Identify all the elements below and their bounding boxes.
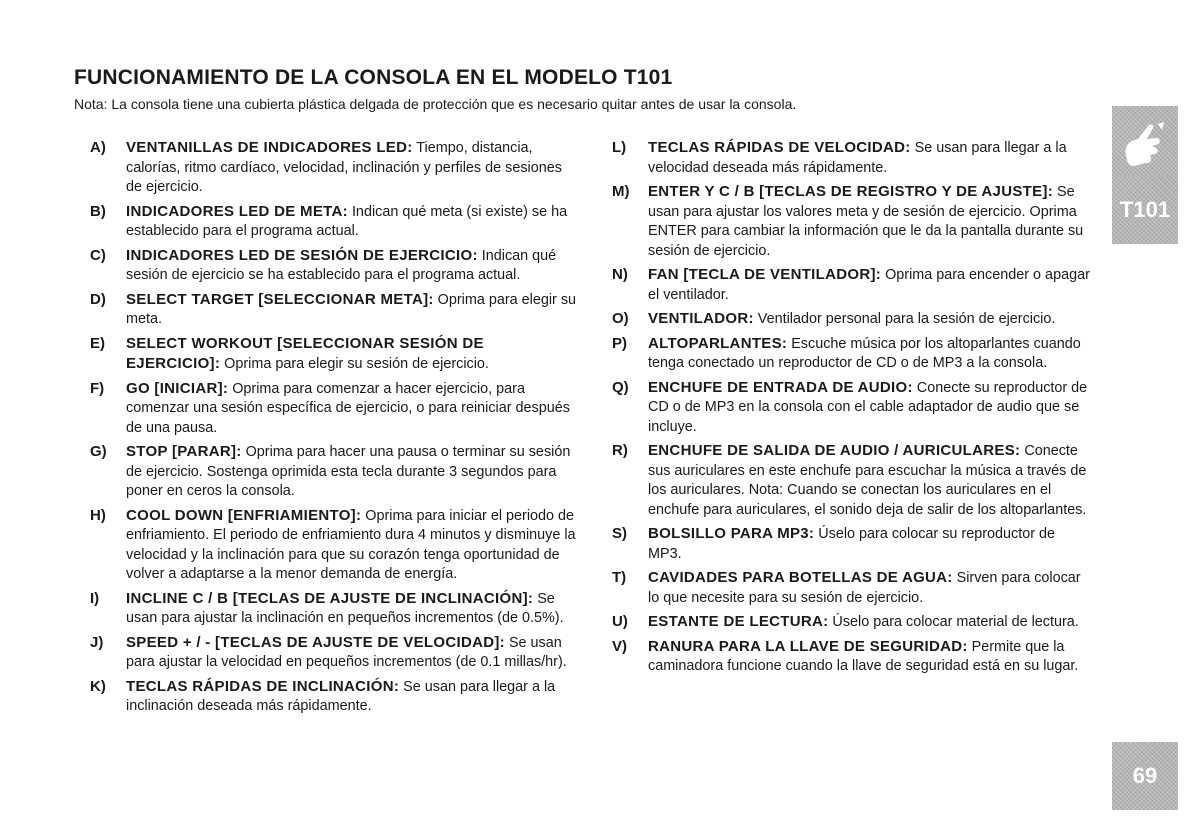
- item-term: SPEED + / - [TECLAS DE AJUSTE DE VELOCIDAD]:: [126, 633, 505, 651]
- list-item: [612, 265, 1092, 305]
- page-number: 69: [1132, 763, 1158, 788]
- item-letter: J): [90, 633, 104, 651]
- item-description: Conecte su reproductor de CD o de MP3 en la consola con el cable adaptador de audio que se incluye.: [648, 379, 1088, 435]
- item-letter: K): [90, 677, 106, 695]
- item-description: Conecte sus auriculares en este enchufe para escuchar la música a través de los auriculares. Nota: Cuando se conectan los auriculares en el enchufe para auriculares, el sonido deja de salir de los altoparlantes.: [648, 443, 1087, 518]
- item-letter: C): [90, 246, 106, 264]
- item-letter: O): [612, 310, 629, 327]
- item-letter: R): [612, 442, 628, 459]
- item-term: VENTANILLAS DE INDICADORES LED:: [126, 139, 413, 156]
- item-term: TECLAS RÁPIDAS DE INCLINACIÓN:: [126, 677, 400, 695]
- list-item: [612, 568, 1092, 608]
- list-item: [612, 441, 1092, 520]
- list-item: [90, 246, 580, 286]
- item-letter: M): [612, 183, 630, 200]
- item-description: Sirven para colocar lo que necesite para su sesión de ejercicio.: [648, 570, 1081, 606]
- item-letter: A): [90, 139, 106, 156]
- item-term: RANURA PARA LA LLAVE DE SEGURIDAD:: [648, 637, 968, 655]
- list-item: [90, 677, 580, 717]
- item-description: Úselo para colocar su reproductor de MP3.: [648, 526, 1056, 562]
- item-letter: N): [612, 266, 628, 283]
- item-description: Oprima para elegir su sesión de ejercicio.: [224, 356, 489, 372]
- item-term: SELECT WORKOUT [SELECCIONAR SESIÓN DE EJERCICIO]:: [126, 334, 484, 372]
- item-description: Se usan para llegar a la velocidad deseada más rápidamente.: [648, 140, 1067, 176]
- list-item: [90, 290, 580, 330]
- list-item: [612, 182, 1092, 261]
- item-term: TECLAS RÁPIDAS DE VELOCIDAD:: [648, 139, 911, 156]
- item-term: ENCHUFE DE SALIDA DE AUDIO / AURICULARES:: [648, 442, 1021, 459]
- list-item: [90, 138, 580, 198]
- item-description: Oprima para elegir su meta.: [126, 291, 577, 327]
- item-term: FAN [TECLA DE VENTILADOR]:: [648, 266, 882, 283]
- item-term: INDICADORES LED DE META:: [126, 202, 348, 220]
- item-term: ALTOPARLANTES:: [648, 334, 788, 352]
- item-letter: U): [612, 613, 628, 630]
- list-item: [90, 334, 580, 375]
- item-description: Indican qué sesión de ejercicio se ha establecido para el programa actual.: [126, 247, 557, 283]
- item-term: INDICADORES LED DE SESIÓN DE EJERCICIO:: [126, 246, 478, 264]
- list-item: [612, 637, 1092, 677]
- list-item: [90, 589, 580, 629]
- right-column: [612, 138, 1092, 681]
- item-description: Se usan para ajustar la inclinación en pequeños incrementos (de 0.5%).: [126, 590, 564, 626]
- item-term: ESTANTE DE LECTURA:: [648, 613, 829, 630]
- item-letter: Q): [612, 378, 629, 396]
- list-item: [612, 138, 1092, 178]
- item-term: CAVIDADES PARA BOTELLAS DE AGUA:: [648, 569, 953, 586]
- list-item: [612, 524, 1092, 564]
- page-number-tab: [1112, 742, 1178, 810]
- item-term: STOP [PARAR]:: [126, 443, 242, 460]
- item-letter: H): [90, 506, 106, 524]
- model-tab-label: T101: [1119, 197, 1171, 222]
- model-tab: [1112, 176, 1178, 244]
- list-item: [612, 378, 1092, 438]
- item-description: Se usan para llegar a la inclinación deseada más rápidamente.: [126, 678, 556, 714]
- list-item: [612, 612, 1092, 633]
- item-description: Se usan para ajustar los valores meta y de sesión de ejercicio. Oprima ENTER para cambiar la información que le da la pantalla durante su sesión de ejercicio.: [648, 184, 1084, 259]
- left-column: [90, 138, 580, 721]
- item-description: Permite que la caminadora funcione cuando la llave de seguridad está en su lugar.: [648, 638, 1079, 674]
- list-item: [90, 202, 580, 242]
- item-description: Úselo para colocar material de lectura.: [832, 614, 1079, 630]
- item-description: Se usan para ajustar la velocidad en pequeños incrementos (de 0.1 millas/hr).: [126, 634, 567, 670]
- item-letter: S): [612, 525, 627, 542]
- item-term: COOL DOWN [ENFRIAMIENTO]:: [126, 506, 362, 524]
- list-item: [612, 334, 1092, 374]
- list-item: [90, 633, 580, 673]
- hand-pointing-icon: [1120, 118, 1170, 178]
- item-term: BOLSILLO PARA MP3:: [648, 525, 815, 542]
- item-term: ENTER Y C / B [TECLAS DE REGISTRO Y DE AJUSTE]:: [648, 183, 1053, 200]
- list-item: [90, 506, 580, 585]
- item-letter: B): [90, 202, 106, 220]
- list-item: [90, 442, 580, 502]
- item-letter: F): [90, 379, 105, 397]
- item-description: Oprima para iniciar el periodo de enfriamiento. El periodo de enfriamiento dura 4 minutos y disminuye la velocidad y la inclinación para que su corazón tenga oportunidad de volver a adaptarse a la menor demanda de energía.: [126, 507, 576, 582]
- item-letter: L): [612, 139, 627, 156]
- item-term: SELECT TARGET [SELECCIONAR META]:: [126, 290, 434, 308]
- item-description: Oprima para hacer una pausa o terminar su sesión de ejercicio. Sostenga oprimida esta tecla durante 3 segundos para poner en ceros la consola.: [126, 444, 571, 499]
- item-description: Tiempo, distancia, calorías, ritmo cardíaco, velocidad, inclinación y perfiles de sesiones de ejercicio.: [126, 140, 562, 195]
- item-term: ENCHUFE DE ENTRADA DE AUDIO:: [648, 378, 913, 396]
- item-term: GO [INICIAR]:: [126, 379, 229, 397]
- item-letter: P): [612, 334, 627, 352]
- item-description: Oprima para comenzar a hacer ejercicio, para comenzar una sesión específica de ejercicio, o para reiniciar después de una pausa.: [126, 380, 570, 436]
- item-letter: E): [90, 334, 105, 352]
- item-letter: V): [612, 637, 627, 655]
- item-description: Ventilador personal para la sesión de ejercicio.: [757, 311, 1056, 327]
- list-item: [612, 309, 1092, 330]
- item-term: INCLINE C / B [TECLAS DE AJUSTE DE INCLINACIÓN]:: [126, 589, 534, 607]
- item-letter: T): [612, 569, 627, 586]
- item-letter: I): [90, 589, 100, 607]
- item-description: Escuche música por los altoparlantes cuando tenga conectado un reproductor de CD o de MP3 a la consola.: [648, 335, 1081, 371]
- item-term: VENTILADOR:: [648, 310, 754, 327]
- item-description: Oprima para encender o apagar el ventilador.: [648, 267, 1090, 303]
- item-letter: G): [90, 443, 107, 460]
- page-title: FUNCIONAMIENTO DE LA CONSOLA EN EL MODELO T101: [74, 66, 673, 89]
- item-letter: D): [90, 290, 106, 308]
- item-description: Indican qué meta (si existe) se ha establecido para el programa actual.: [126, 203, 568, 239]
- list-item: [90, 379, 580, 439]
- page-note: Nota: La consola tiene una cubierta plástica delgada de protección que es necesario quitar antes de usar la consola.: [74, 96, 797, 112]
